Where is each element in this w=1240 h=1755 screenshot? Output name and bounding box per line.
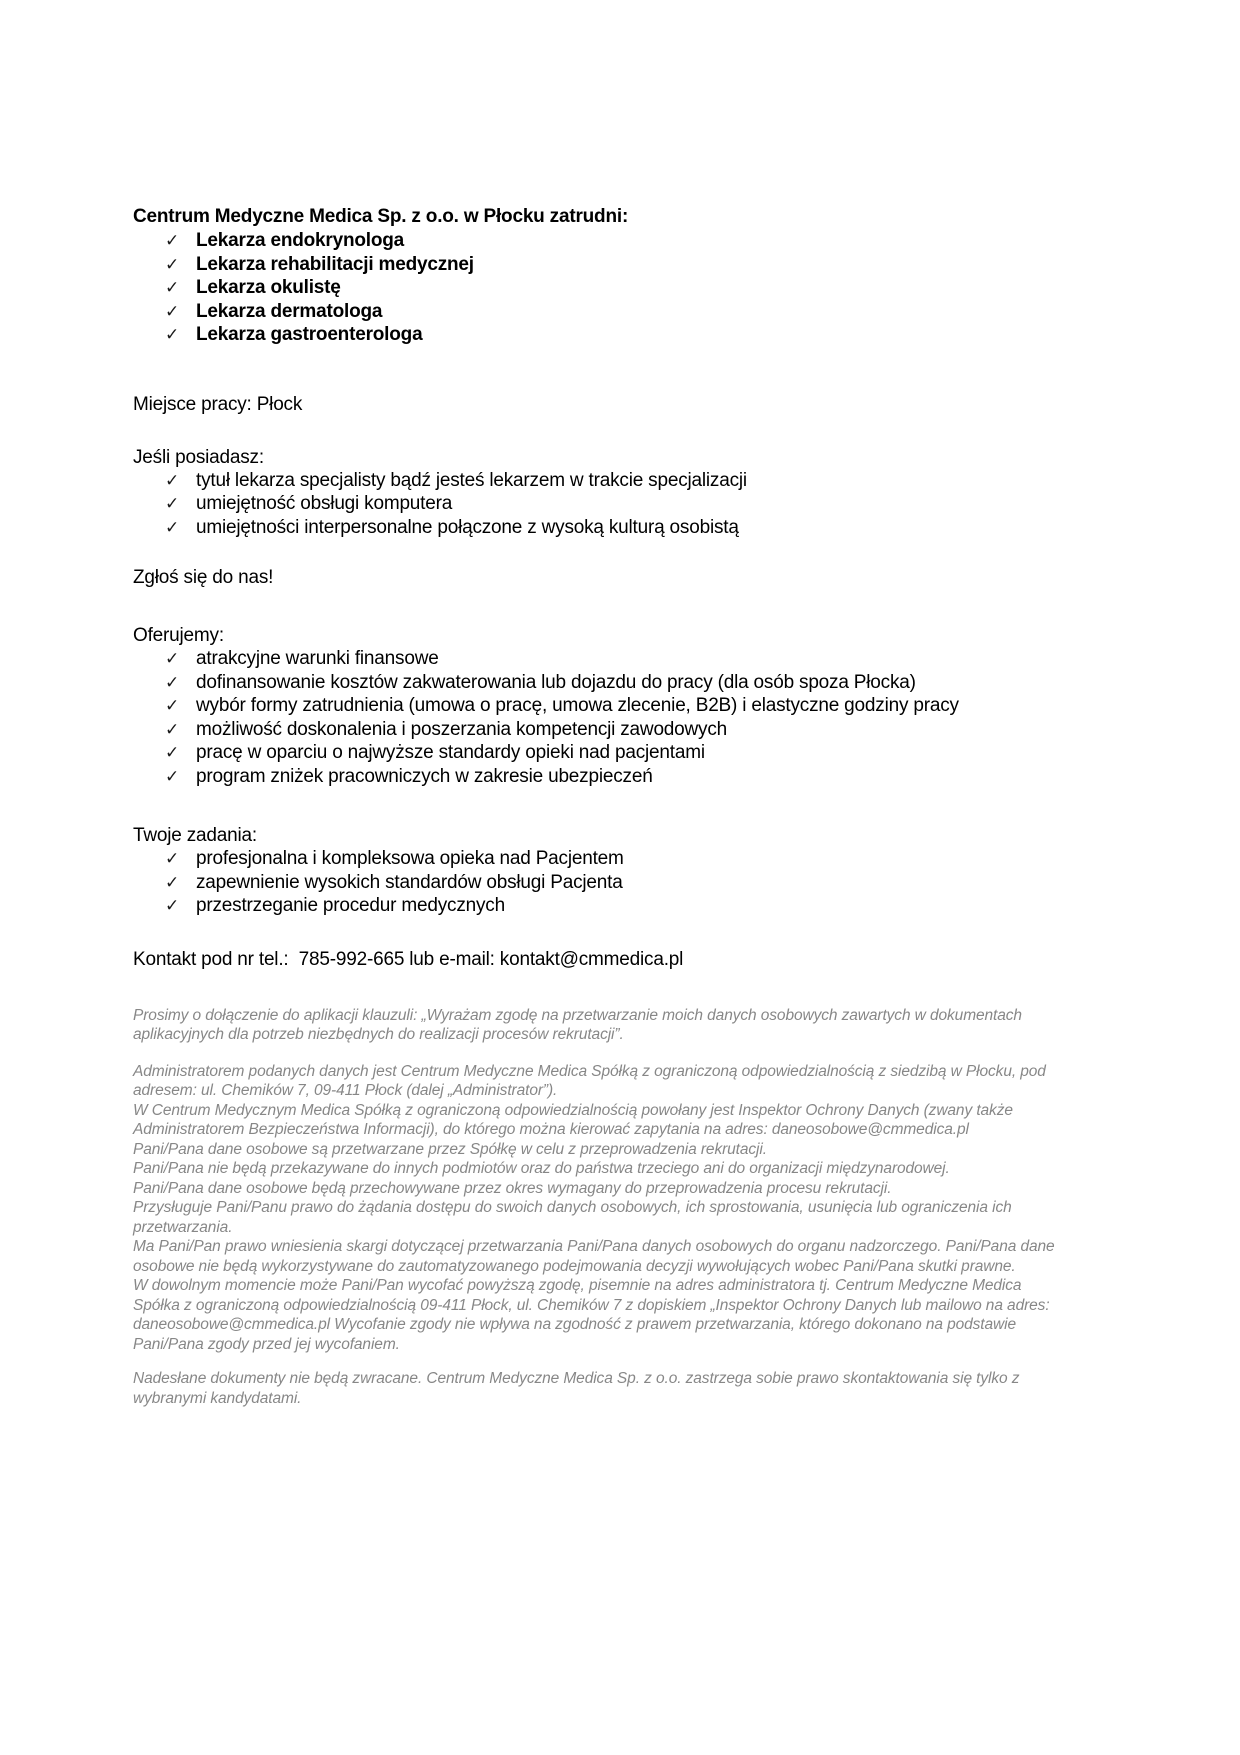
list-item	[165, 671, 1140, 695]
list-item-label: umiejętność obsługi komputera	[196, 493, 453, 514]
checkmark-icon: ✓	[165, 254, 180, 274]
cta-line: Zgłoś się do nas!	[133, 567, 274, 588]
list-item-label: Lekarza endokrynologa	[196, 230, 405, 251]
legal-line: Przysługuje Pani/Panu prawo do żądania dostępu do swoich danych osobowych, ich sprostowania, usunięcia lub ograniczenia ich przetwarzania.	[133, 1199, 1012, 1236]
list-item	[165, 871, 1140, 895]
checkmark-icon: ✓	[165, 849, 180, 868]
list-item-label: atrakcyjne warunki finansowe	[196, 648, 439, 669]
list-item-label: program zniżek pracowniczych w zakresie ubezpieczeń	[196, 765, 653, 787]
checkmark-icon: ✓	[165, 872, 180, 892]
checkmark-icon: ✓	[165, 325, 180, 344]
list-item	[165, 765, 1140, 789]
list-item	[165, 647, 1140, 671]
list-item-label: Lekarza dermatologa	[196, 300, 383, 322]
positions-list	[133, 229, 1140, 347]
list-item-label: tytuł lekarza specjalisty bądź jesteś lekarzem w trakcie specjalizacji	[196, 469, 747, 491]
checkmark-icon: ✓	[165, 649, 180, 668]
tasks-heading: Twoje zadania:	[133, 825, 257, 846]
legal-line: W dowolnym momencie może Pani/Pan wycofać powyższą zgodę, pisemnie na adres administratora tj. Centrum Medyczne Medica Spółka z ograniczoną odpowiedzialnością 09-411 Płock, ul. Chemików 7 z dopiskiem „Inspektor Ochrony Danych lub mailowo na adres: daneosobowe@cmmedica.pl Wycofanie zgody nie wpływa na zgodność z prawem przetwarzania, którego dokonano na podstawie Pani/Pana zgody przed jej wycofaniem.	[133, 1277, 1050, 1353]
workplace-line: Miejsce pracy: Płock	[133, 393, 303, 415]
list-item-label: zapewnienie wysokich standardów obsługi Pacjenta	[196, 871, 623, 893]
requirements-list	[133, 469, 1140, 540]
list-item-label: pracę w oparciu o najwyższe standardy opieki nad pacjentami	[196, 742, 705, 763]
requirements-heading: Jeśli posiadasz:	[133, 446, 264, 468]
checkmark-icon: ✓	[165, 231, 180, 250]
list-item-label: dofinansowanie kosztów zakwaterowania lub dojazdu do pracy (dla osób spoza Płocka)	[196, 671, 916, 693]
checkmark-icon: ✓	[165, 301, 180, 321]
legal-closing-paragraph: Nadesłane dokumenty nie będą zwracane. Centrum Medyczne Medica Sp. z o.o. zastrzega sobie prawo skontaktowania się tylko z wybranymi kandydatami.	[133, 1370, 1020, 1407]
list-item	[165, 894, 1140, 918]
legal-line: Pani/Pana nie będą przekazywane do innych podmiotów oraz do państwa trzeciego ani do organizacji międzynarodowej.	[133, 1160, 950, 1177]
legal-clause-paragraph: Prosimy o dołączenie do aplikacji klauzuli: „Wyrażam zgodę na przetwarzanie moich danych osobowych zawartych w dokumentach aplikacyjnych dla potrzeb niezbędnych do realizacji procesów rekrutacji”.	[133, 1006, 1022, 1043]
page-title: Centrum Medyczne Medica Sp. z o.o. w Płocku zatrudni:	[133, 206, 629, 227]
checkmark-icon: ✓	[165, 896, 180, 915]
list-item	[165, 276, 1140, 300]
legal-gdpr-block	[133, 1062, 1063, 1355]
list-item-label: przestrzeganie procedur medycznych	[196, 895, 505, 916]
checkmark-icon: ✓	[165, 696, 180, 715]
legal-section	[133, 1006, 1063, 1409]
contact-line: Kontakt pod nr tel.: 785-992-665 lub e-mail: kontakt@cmmedica.pl	[133, 948, 684, 970]
legal-line: Pani/Pana dane osobowe będą przechowywane przez okres wymagany do przeprowadzenia procesu rekrutacji.	[133, 1179, 892, 1197]
checkmark-icon: ✓	[165, 278, 180, 297]
checkmark-icon: ✓	[165, 719, 180, 739]
list-item-label: umiejętności interpersonalne połączone z wysoką kulturą osobistą	[196, 516, 739, 538]
list-item	[165, 718, 1140, 742]
checkmark-icon: ✓	[165, 517, 180, 537]
list-item	[165, 847, 1140, 871]
list-item	[165, 694, 1140, 718]
list-item	[165, 469, 1140, 493]
list-item	[165, 300, 1140, 324]
legal-line: W Centrum Medycznym Medica Spółką z ograniczoną odpowiedzialnością powołany jest Inspektor Ochrony Danych (zwany także Administratorem Bezpieczeństwa Informacji), do którego można kierować zapytania na adres: daneosobowe@cmmedica.pl	[133, 1101, 1013, 1138]
list-item	[165, 229, 1140, 253]
offer-list	[133, 647, 1140, 788]
checkmark-icon: ✓	[165, 743, 180, 762]
list-item-label: wybór formy zatrudnienia (umowa o pracę, umowa zlecenie, B2B) i elastyczne godziny pracy	[196, 695, 959, 716]
list-item	[165, 741, 1140, 765]
list-item-label: Lekarza gastroenterologa	[196, 324, 423, 345]
checkmark-icon: ✓	[165, 672, 180, 692]
list-item-label: Lekarza rehabilitacji medycznej	[196, 253, 474, 275]
offer-heading: Oferujemy:	[133, 625, 224, 646]
checkmark-icon: ✓	[165, 494, 180, 513]
legal-line: Pani/Pana dane osobowe są przetwarzane przez Spółkę w celu z przeprowadzenia rekrutacji.	[133, 1140, 767, 1158]
list-item-label: profesjonalna i kompleksowa opieka nad Pacjentem	[196, 848, 624, 869]
list-item	[165, 492, 1140, 516]
list-item	[165, 323, 1140, 347]
list-item	[165, 516, 1140, 540]
list-item-label: możliwość doskonalenia i poszerzania kompetencji zawodowych	[196, 718, 728, 740]
list-item	[165, 253, 1140, 277]
list-item-label: Lekarza okulistę	[196, 277, 341, 298]
tasks-list	[133, 847, 1140, 918]
checkmark-icon: ✓	[165, 766, 180, 786]
checkmark-icon: ✓	[165, 470, 180, 490]
legal-line: Administratorem podanych danych jest Centrum Medyczne Medica Spółką z ograniczoną odpowiedzialnością z siedzibą w Płocku, pod adresem: ul. Chemików 7, 09-411 Płock (dalej „Administrator”).	[133, 1062, 1046, 1099]
legal-line: Ma Pani/Pan prawo wniesienia skargi dotyczącej przetwarzania Pani/Pana danych osobowych do organu nadzorczego. Pani/Pana dane osobowe nie będą wykorzystywane do zautomatyzowanego podejmowania decyzji wywołujących wobec Pani/Pana skutki prawne.	[133, 1238, 1055, 1275]
